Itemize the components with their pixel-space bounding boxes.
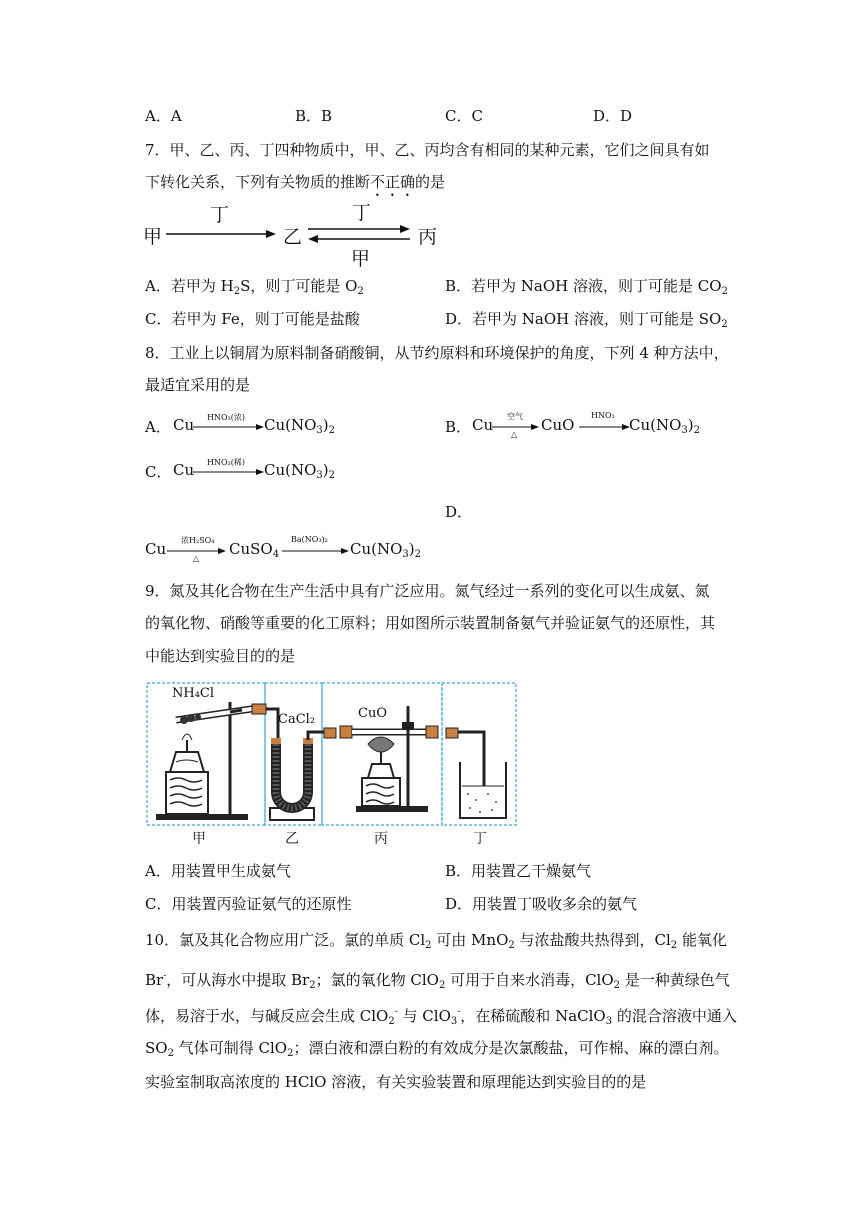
diagram-arrows [140,198,460,270]
q8-option-b: B． Cu 空气 △ CuO HNO₃ $Cu(NO_3)_2$ [445,411,701,439]
diagram-jia: 甲 [143,226,163,248]
q6-option-d: D．D [593,107,633,125]
q6-option-b: B．B [295,107,333,125]
q7-line2: 下转化关系，下列有关物质的推断不正确的是 [145,173,446,191]
q6-option-c: C．C [445,107,483,125]
q9-option-b: B．用装置乙干燥氨气 [445,862,592,880]
q9-option-d: D．用装置丁吸收多余的氨气 [445,895,638,913]
q9-line1: 9．氮及其化合物在生产生活中具有广泛应用。氮气经过一系列的变化可以生成氨、氮 [145,582,710,600]
q8-option-a: A． Cu HNO₃(浓) $Cu(NO_3)_2$ [145,413,336,436]
q9-line2: 的氧化物、硝酸等重要的化工原料；用如图所示装置制备氨气并验证氨气的还原性，其 [145,614,716,632]
q8-line1: 8．工业上以铜屑为原料制备硝酸铜，从节约原料和环境保护的角度，下列 4 种方法中， [145,344,729,362]
q7-option-d: D．若甲为 NaOH 溶液，则丁可能是 $SO_2$ [445,310,728,330]
caption-bing: 丙 [374,831,388,847]
diagram-jia-bottom: 甲 [351,248,371,270]
q10-line1: 10．氯及其化合物应用广泛。氯的单质 $Cl_2$ 可由 MnO$_2$ 与浓盐酸共热得到，$Cl_2$ 能氧化 [145,931,727,951]
q10-line5: 实验室制取高浓度的 HClO 溶液，有关实验装置和原理能达到实验目的的是 [145,1073,647,1091]
q7-option-b: B．若甲为 NaOH 溶液，则丁可能是 $CO_2$ [445,277,728,297]
q10-line2: Br-，可从海水中提取 $Br_2$；氯的氧化物 ClO$_2$ 可用于自来水消毒，ClO$_2$ 是一种黄绿色气 [145,971,730,991]
q6-option-a: A．A [145,107,182,125]
label-cuo: CuO [358,706,387,721]
caption-ding: 丁 [473,831,487,847]
caption-jia: 甲 [192,831,206,847]
q9-line3: 中能达到实验目的的是 [145,647,296,665]
diagram-ding-1: 丁 [210,204,230,226]
q9-option-a: A．用装置甲生成氨气 [145,862,291,880]
q8-option-d: Cu 浓H₂SO₄ △ CuSO$_4$ Ba(NO₃)₂ $Cu(NO_3)_2$ [145,535,422,563]
q9-apparatus-figure [146,682,518,848]
diagram-ding-2: 丁 [352,202,372,224]
label-cacl2: CaCl₂ [278,712,316,727]
diagram-bing: 丙 [418,226,438,248]
apparatus-drawing [146,682,518,848]
q10-line4: $SO_2$ 气体可制得 ClO$_2$；漂白液和漂白粉的有效成分是次氯酸盐，可作棉、麻的漂白剂。 [145,1039,729,1059]
q7-conversion-diagram [140,198,460,270]
diagram-yi: 乙 [283,226,303,248]
label-nh4cl: NH₄Cl [172,686,215,701]
q10-line3: 体，易溶于水，与碱反应会生成 ClO$_2$- 与 ClO$_3$-，在稀硫酸和 NaClO$_3$ 的混合溶液中通入 [145,1007,737,1027]
q9-option-c: C．用装置丙验证氨气的还原性 [145,895,352,913]
q7-line1: 7．甲、乙、丙、丁四种物质中，甲、乙、丙均含有相同的某种元素，它们之间具有如 [145,141,710,159]
caption-yi: 乙 [285,831,299,847]
q7-option-c: C．若甲为 Fe，则丁可能是盐酸 [145,310,360,328]
q7-option-a: A．若甲为 $H_2S$，则丁可能是 $O_2$ [145,277,364,297]
q8-option-d-label: D． [445,503,473,521]
q8-line2: 最适宜采用的是 [145,376,251,394]
emphasis-text: 不正确 [370,173,416,191]
q8-option-c: C． Cu HNO₃(稀) $Cu(NO_3)_2$ [145,458,336,481]
